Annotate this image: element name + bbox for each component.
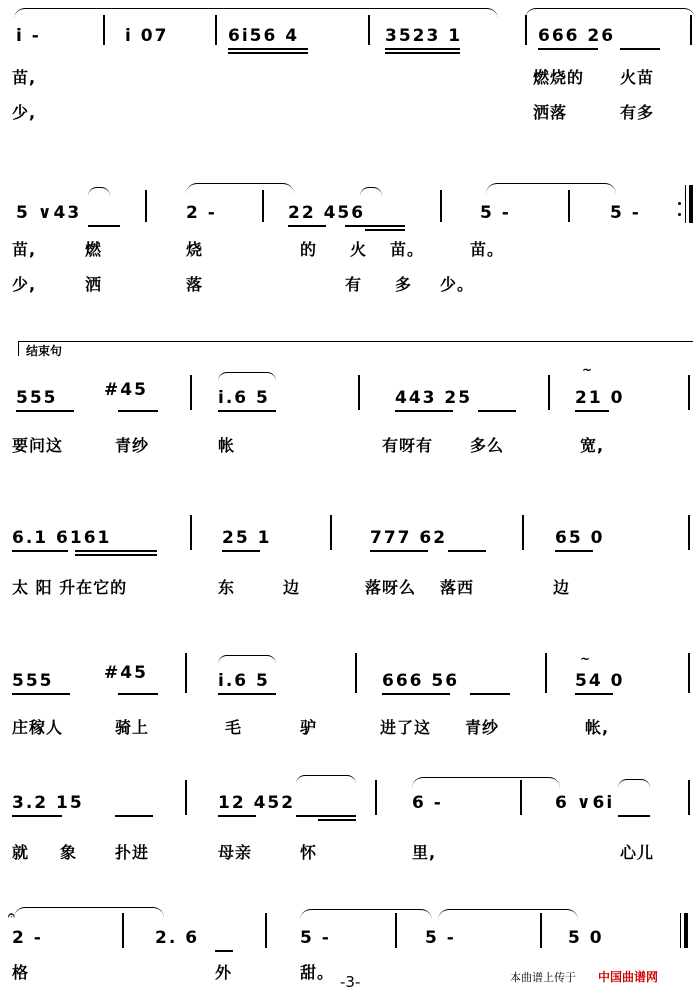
notes-m3: 443 25 bbox=[395, 388, 473, 408]
notes-m1: 6.1 6161 bbox=[12, 528, 112, 548]
lyric-5: 进了这 bbox=[380, 718, 432, 737]
score-system-4 bbox=[0, 505, 700, 605]
underline bbox=[228, 48, 308, 50]
notes-m3: 22 456 bbox=[288, 203, 366, 223]
barline bbox=[375, 780, 377, 815]
notes-m1: i - bbox=[16, 26, 41, 46]
barline bbox=[145, 190, 147, 222]
barline bbox=[545, 653, 547, 693]
notes-m2: 25 1 bbox=[222, 528, 272, 548]
repeat-dot bbox=[678, 202, 681, 205]
barline bbox=[540, 913, 542, 948]
tie-arc bbox=[438, 909, 578, 920]
underline bbox=[618, 815, 650, 817]
barline bbox=[215, 15, 217, 45]
underline bbox=[385, 52, 460, 54]
lyric2-3: 落 bbox=[186, 275, 204, 294]
barline bbox=[330, 515, 332, 550]
score-system-1 bbox=[0, 0, 700, 140]
underline bbox=[218, 693, 276, 695]
barline bbox=[680, 913, 681, 948]
underline bbox=[555, 550, 593, 552]
notes-m1a: 555 bbox=[12, 671, 54, 691]
underline bbox=[395, 410, 453, 412]
notes-m2: 2 - bbox=[186, 203, 217, 223]
repeat-dot bbox=[678, 213, 681, 216]
underline bbox=[12, 815, 62, 817]
lyric2-6: 少。 bbox=[440, 275, 475, 294]
lyric-4: 母亲 bbox=[218, 843, 253, 862]
tie-arc bbox=[14, 8, 498, 19]
underline bbox=[318, 819, 356, 821]
underline bbox=[75, 550, 157, 552]
lyric-4: 有呀有 bbox=[382, 436, 434, 455]
lyric-3: 甜。 bbox=[300, 963, 335, 982]
barline bbox=[358, 375, 360, 410]
lyric1-2: 燃 bbox=[85, 240, 103, 259]
notes-m4: 54 0 bbox=[575, 671, 625, 691]
tie-arc bbox=[186, 183, 294, 194]
lyric1-1: 苗, bbox=[12, 68, 37, 87]
lyric2-4: 有 bbox=[345, 275, 363, 294]
ending-bracket bbox=[18, 341, 693, 356]
lyric-3: 边 bbox=[283, 578, 301, 597]
notes-m3: 5 - bbox=[300, 928, 331, 948]
upload-credit: 本曲谱上传于 bbox=[510, 971, 576, 984]
lyric-6: 宽, bbox=[580, 436, 605, 455]
underline bbox=[215, 950, 233, 952]
tie-arc bbox=[296, 775, 356, 784]
notes-m5: 5 - bbox=[610, 203, 641, 223]
barline bbox=[568, 190, 570, 222]
lyric-3: 毛 bbox=[225, 718, 243, 737]
barline bbox=[688, 653, 690, 693]
barline bbox=[122, 913, 124, 948]
tie-arc bbox=[360, 187, 382, 196]
lyric-5: 怀 bbox=[300, 843, 318, 862]
notes-m1: 5 ∨43 bbox=[16, 203, 82, 223]
notes-m2: 2. 6 bbox=[155, 928, 200, 948]
barline bbox=[368, 15, 370, 45]
barline bbox=[103, 15, 105, 45]
notes-m4: 5 - bbox=[480, 203, 511, 223]
lyric1-3: 烧 bbox=[186, 240, 204, 259]
underline bbox=[218, 815, 256, 817]
underline bbox=[118, 410, 158, 412]
underline bbox=[370, 550, 428, 552]
lyric1-4: 的 bbox=[300, 240, 318, 259]
notes-m3: 6 - bbox=[412, 793, 443, 813]
underline bbox=[538, 48, 598, 50]
lyric-3: 帐 bbox=[218, 436, 236, 455]
mordent: ~ bbox=[582, 363, 595, 377]
barline bbox=[688, 515, 690, 550]
lyric-1: 格 bbox=[12, 963, 30, 982]
underline bbox=[75, 554, 157, 556]
underline bbox=[118, 693, 158, 695]
mordent: ~ bbox=[580, 652, 593, 666]
underline bbox=[222, 550, 260, 552]
notes-m3: 6i56 4 bbox=[228, 26, 300, 46]
lyric-6: 里, bbox=[412, 843, 437, 862]
underline bbox=[88, 225, 120, 227]
tie-arc bbox=[218, 372, 276, 381]
underline bbox=[365, 229, 405, 231]
lyric-4: 落呀么 bbox=[365, 578, 417, 597]
lyric-2: 象 bbox=[60, 843, 78, 862]
notes-m1a: 555 bbox=[16, 388, 58, 408]
notes-m1b: #45 bbox=[104, 663, 148, 683]
lyric2-2: 洒 bbox=[85, 275, 103, 294]
notes-m5: 5 0 bbox=[568, 928, 604, 948]
lyric2-2: 洒落 bbox=[533, 103, 568, 122]
underline bbox=[448, 550, 486, 552]
lyric-4: 驴 bbox=[300, 718, 318, 737]
lyric-2: 青纱 bbox=[115, 436, 150, 455]
tie-arc bbox=[88, 187, 110, 196]
lyric-6: 边 bbox=[553, 578, 571, 597]
barline bbox=[520, 780, 522, 815]
notes-m3: 777 62 bbox=[370, 528, 448, 548]
tie-arc bbox=[300, 909, 432, 920]
score-system-5 bbox=[0, 625, 700, 740]
notes-m2: i.6 5 bbox=[218, 388, 270, 408]
lyric1-3: 火苗 bbox=[620, 68, 655, 87]
notes-m2: i.6 5 bbox=[218, 671, 270, 691]
tie-arc bbox=[486, 183, 616, 194]
underline bbox=[478, 410, 516, 412]
lyric-5: 落西 bbox=[440, 578, 475, 597]
barline bbox=[440, 190, 442, 222]
barline bbox=[185, 780, 187, 815]
site-logo: 中国曲谱网 bbox=[598, 970, 659, 984]
notes-m4: 6 ∨6i bbox=[555, 793, 615, 813]
barline bbox=[688, 780, 690, 815]
lyric-2: 外 bbox=[215, 963, 233, 982]
notes-m4: 3523 1 bbox=[385, 26, 463, 46]
notes-m2: 12 452 bbox=[218, 793, 296, 813]
lyric-1: 庄稼人 bbox=[12, 718, 64, 737]
notes-m2: i 07 bbox=[125, 26, 169, 46]
lyric-1: 就 bbox=[12, 843, 30, 862]
barline bbox=[190, 515, 192, 550]
notes-m4: 5 - bbox=[425, 928, 456, 948]
section-label: 结束句 bbox=[26, 344, 63, 358]
barline bbox=[688, 375, 690, 410]
lyric2-5: 多 bbox=[395, 275, 413, 294]
underline bbox=[12, 693, 70, 695]
barline bbox=[262, 190, 264, 222]
underline bbox=[385, 48, 460, 50]
underline bbox=[470, 693, 510, 695]
lyric1-1: 苗, bbox=[12, 240, 37, 259]
lyric-1: 太 阳 升在它的 bbox=[12, 578, 128, 597]
underline bbox=[228, 52, 308, 54]
notes-m4: 65 0 bbox=[555, 528, 605, 548]
barline bbox=[690, 15, 692, 45]
underline bbox=[345, 225, 405, 227]
notes-m5: 666 26 bbox=[538, 26, 616, 46]
lyric-1: 要问这 bbox=[12, 436, 64, 455]
lyric-7: 帐, bbox=[585, 718, 610, 737]
lyric-2: 东 bbox=[218, 578, 236, 597]
underline bbox=[16, 410, 74, 412]
barline-thick bbox=[684, 913, 688, 948]
barline bbox=[265, 913, 267, 948]
page-number: -3- bbox=[340, 973, 361, 991]
tie-arc bbox=[525, 8, 695, 19]
barline bbox=[355, 653, 357, 693]
underline bbox=[288, 225, 326, 227]
barline bbox=[190, 375, 192, 410]
barline bbox=[522, 515, 524, 550]
lyric2-3: 有多 bbox=[620, 103, 655, 122]
underline bbox=[575, 410, 609, 412]
underline bbox=[12, 550, 68, 552]
lyric2-1: 少, bbox=[12, 275, 37, 294]
barline bbox=[185, 653, 187, 693]
score-system-2 bbox=[0, 175, 700, 305]
underline bbox=[382, 693, 450, 695]
notes-m1: 2 - bbox=[12, 928, 43, 948]
lyric1-6: 苗。 bbox=[390, 240, 425, 259]
score-system-6 bbox=[0, 765, 700, 875]
underline bbox=[218, 410, 276, 412]
score-system-3 bbox=[0, 360, 700, 470]
lyric-2: 骑上 bbox=[115, 718, 150, 737]
tie-arc bbox=[14, 907, 164, 918]
underline bbox=[296, 815, 356, 817]
barline bbox=[548, 375, 550, 410]
barline bbox=[525, 15, 527, 45]
lyric-7: 心儿 bbox=[620, 843, 655, 862]
lyric1-2: 燃烧的 bbox=[533, 68, 585, 87]
lyric-3: 扑进 bbox=[115, 843, 150, 862]
lyric1-7: 苗。 bbox=[470, 240, 505, 259]
lyric2-1: 少, bbox=[12, 103, 37, 122]
tie-arc bbox=[412, 777, 560, 788]
tie-arc bbox=[218, 655, 276, 664]
underline bbox=[115, 815, 153, 817]
underline bbox=[620, 48, 660, 50]
notes-m4: 21 0 bbox=[575, 388, 625, 408]
barline bbox=[395, 913, 397, 948]
underline bbox=[575, 693, 613, 695]
notes-m1: 3.2 15 bbox=[12, 793, 84, 813]
lyric1-5: 火 bbox=[350, 240, 368, 259]
lyric-5: 多么 bbox=[470, 436, 505, 455]
notes-m3: 666 56 bbox=[382, 671, 460, 691]
lyric-6: 青纱 bbox=[465, 718, 500, 737]
barline-thick bbox=[689, 185, 693, 223]
tie-arc bbox=[618, 779, 650, 788]
fermata: 𝄐 bbox=[8, 908, 17, 922]
barline bbox=[685, 185, 686, 223]
notes-m1b: #45 bbox=[104, 380, 148, 400]
